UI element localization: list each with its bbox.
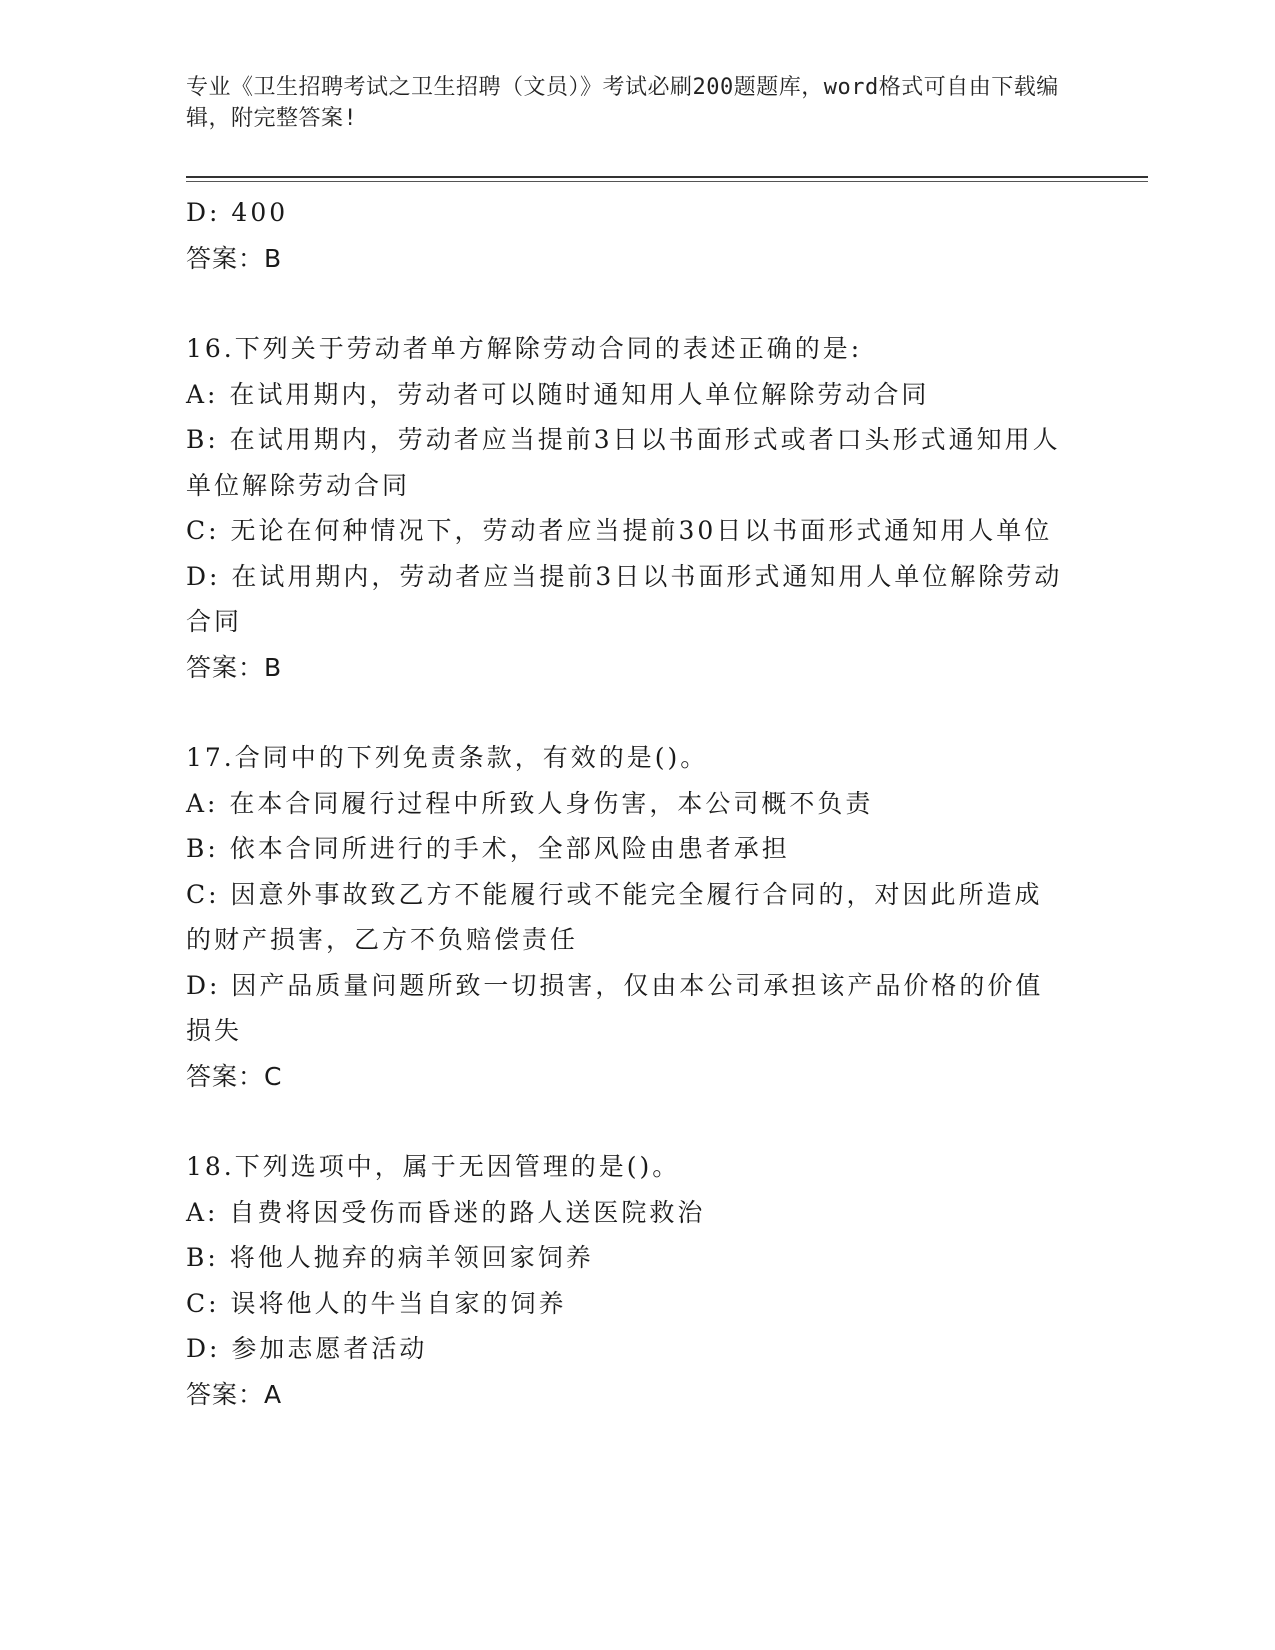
spacer bbox=[186, 1099, 1066, 1144]
option-a: A: 在试用期内，劳动者可以随时通知用人单位解除劳动合同 bbox=[186, 379, 930, 409]
question-stem: 16.下列关于劳动者单方解除劳动合同的表述正确的是: bbox=[186, 334, 863, 363]
answer: 答案：C bbox=[186, 1061, 283, 1091]
answer: 答案：B bbox=[186, 652, 283, 682]
option-d: D: 参加志愿者活动 bbox=[186, 1334, 428, 1363]
option-b: B: 依本合同所进行的手术，全部风险由患者承担 bbox=[186, 834, 790, 863]
option-c: C: 因意外事故致乙方不能履行或不能完全履行合同的，对因此所造成的财产损害，乙方不负赔偿责任 bbox=[186, 879, 1043, 954]
question-17 bbox=[186, 735, 1066, 1099]
option-c: C: 误将他人的牛当自家的饲养 bbox=[186, 1288, 567, 1318]
question-content bbox=[186, 190, 1066, 1417]
option-c: C: 无论在何种情况下，劳动者应当提前30日以书面形式通知用人单位 bbox=[186, 516, 1053, 545]
spacer bbox=[186, 690, 1066, 735]
carryover-answer: 答案：B bbox=[186, 243, 283, 273]
question-stem: 18.下列选项中，属于无因管理的是()。 bbox=[186, 1152, 681, 1181]
question-stem: 17.合同中的下列免责条款，有效的是()。 bbox=[186, 743, 709, 772]
option-d: D: 因产品质量问题所致一切损害，仅由本公司承担该产品价格的价值损失 bbox=[186, 970, 1044, 1045]
option-b: B: 将他人抛弃的病羊领回家饲养 bbox=[186, 1243, 594, 1272]
spacer bbox=[186, 281, 1066, 326]
answer: 答案：A bbox=[186, 1379, 283, 1409]
question-16 bbox=[186, 326, 1066, 690]
question-18 bbox=[186, 1144, 1066, 1417]
option-d: D: 在试用期内，劳动者应当提前3日以书面形式通知用人单位解除劳动合同 bbox=[186, 561, 1063, 636]
option-b: B: 在试用期内，劳动者应当提前3日以书面形式或者口头形式通知用人单位解除劳动合同 bbox=[186, 425, 1061, 500]
carryover-option-d: D: 400 bbox=[186, 198, 289, 227]
page-header-title: 专业《卫生招聘考试之卫生招聘（文员）》考试必刷200题题库，word格式可自由下载编辑，附完整答案! bbox=[186, 75, 1059, 131]
header-divider-thin bbox=[186, 181, 1148, 182]
header-divider-thick bbox=[186, 176, 1148, 178]
option-a: A: 在本合同履行过程中所致人身伤害，本公司概不负责 bbox=[186, 788, 874, 818]
option-a: A: 自费将因受伤而昏迷的路人送医院救治 bbox=[186, 1197, 706, 1227]
